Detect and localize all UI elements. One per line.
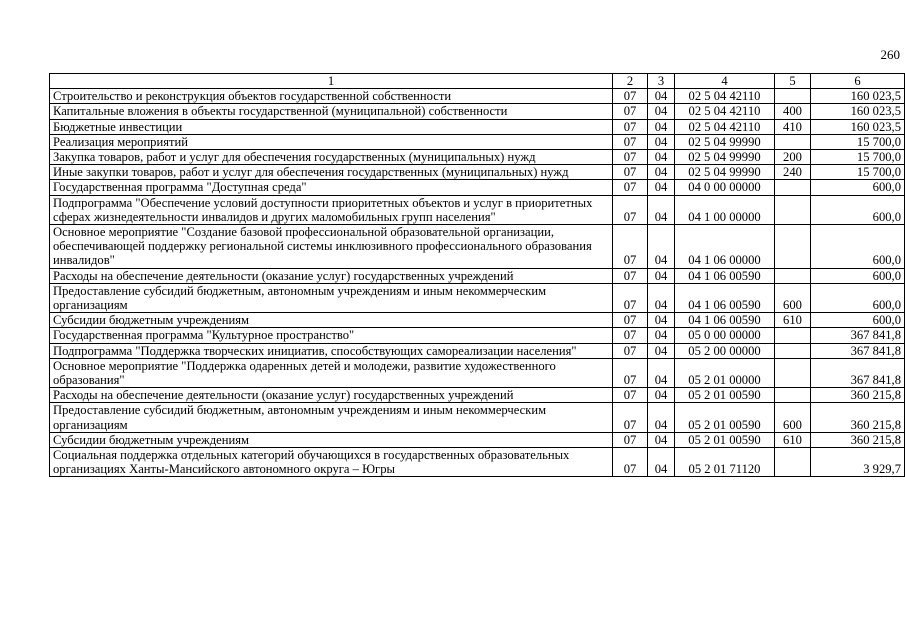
table-row bbox=[50, 358, 905, 387]
row-section-cell: 07 bbox=[613, 165, 648, 180]
row-section-cell: 07 bbox=[613, 388, 648, 403]
row-expense-type-cell: 600 bbox=[775, 403, 811, 432]
row-section-cell: 07 bbox=[613, 180, 648, 195]
row-subsection-cell: 04 bbox=[648, 89, 675, 104]
row-target-code-cell: 05 2 01 00590 bbox=[675, 403, 775, 432]
row-expense-type-cell bbox=[775, 343, 811, 358]
row-expense-type-cell: 600 bbox=[775, 283, 811, 312]
row-target-code-cell: 02 5 04 42110 bbox=[675, 119, 775, 134]
row-subsection-cell: 04 bbox=[648, 225, 675, 269]
row-target-code-cell: 04 1 06 00590 bbox=[675, 313, 775, 328]
row-name-cell: Закупка товаров, работ и услуг для обеспечения государственных (муниципальных) нужд bbox=[50, 150, 613, 165]
row-target-code-cell: 04 0 00 00000 bbox=[675, 180, 775, 195]
row-name-cell: Предоставление субсидий бюджетным, автономным учреждениям и иным некоммерческим организациям bbox=[50, 403, 613, 432]
row-target-code-cell: 02 5 04 99990 bbox=[675, 150, 775, 165]
row-target-code-cell: 02 5 04 42110 bbox=[675, 104, 775, 119]
row-target-code-cell: 05 2 00 00000 bbox=[675, 343, 775, 358]
row-name-cell: Основное мероприятие "Создание базовой профессиональной образовательной организации, обеспечивающей поддержку региональной системы инклюзивного профессионального образования инвалидов" bbox=[50, 225, 613, 269]
table-row bbox=[50, 195, 905, 224]
header-cell-1: 1 bbox=[50, 74, 613, 89]
page-number: 260 bbox=[880, 47, 900, 62]
table-row bbox=[50, 104, 905, 119]
budget-table bbox=[49, 73, 905, 477]
row-target-code-cell: 02 5 04 99990 bbox=[675, 134, 775, 149]
row-amount-cell: 15 700,0 bbox=[811, 165, 905, 180]
row-expense-type-cell: 200 bbox=[775, 150, 811, 165]
table-row bbox=[50, 89, 905, 104]
table-row bbox=[50, 283, 905, 312]
table-row bbox=[50, 268, 905, 283]
row-name-cell: Бюджетные инвестиции bbox=[50, 119, 613, 134]
row-target-code-cell: 05 2 01 00000 bbox=[675, 358, 775, 387]
row-target-code-cell: 05 0 00 00000 bbox=[675, 328, 775, 343]
row-subsection-cell: 04 bbox=[648, 180, 675, 195]
row-subsection-cell: 04 bbox=[648, 195, 675, 224]
table-row bbox=[50, 225, 905, 269]
row-section-cell: 07 bbox=[613, 104, 648, 119]
table-row bbox=[50, 150, 905, 165]
row-section-cell: 07 bbox=[613, 448, 648, 477]
row-expense-type-cell: 410 bbox=[775, 119, 811, 134]
row-amount-cell: 367 841,8 bbox=[811, 358, 905, 387]
header-cell-2: 2 bbox=[613, 74, 648, 89]
header-cell-5: 5 bbox=[775, 74, 811, 89]
row-name-cell: Реализация мероприятий bbox=[50, 134, 613, 149]
row-section-cell: 07 bbox=[613, 134, 648, 149]
row-section-cell: 07 bbox=[613, 268, 648, 283]
row-subsection-cell: 04 bbox=[648, 448, 675, 477]
header-cell-3: 3 bbox=[648, 74, 675, 89]
row-name-cell: Субсидии бюджетным учреждениям bbox=[50, 432, 613, 447]
row-amount-cell: 360 215,8 bbox=[811, 432, 905, 447]
row-subsection-cell: 04 bbox=[648, 403, 675, 432]
row-section-cell: 07 bbox=[613, 150, 648, 165]
header-cell-6: 6 bbox=[811, 74, 905, 89]
table-row bbox=[50, 432, 905, 447]
table-row bbox=[50, 403, 905, 432]
row-section-cell: 07 bbox=[613, 283, 648, 312]
row-section-cell: 07 bbox=[613, 328, 648, 343]
row-expense-type-cell bbox=[775, 195, 811, 224]
row-name-cell: Социальная поддержка отдельных категорий обучающихся в государственных образовательных организациях Ханты-Мансийского автономного округа – Югры bbox=[50, 448, 613, 477]
row-subsection-cell: 04 bbox=[648, 432, 675, 447]
row-section-cell: 07 bbox=[613, 89, 648, 104]
row-amount-cell: 160 023,5 bbox=[811, 119, 905, 134]
table-row bbox=[50, 313, 905, 328]
row-name-cell: Предоставление субсидий бюджетным, автономным учреждениям и иным некоммерческим организациям bbox=[50, 283, 613, 312]
row-subsection-cell: 04 bbox=[648, 343, 675, 358]
row-name-cell: Государственная программа "Доступная среда" bbox=[50, 180, 613, 195]
row-amount-cell: 160 023,5 bbox=[811, 89, 905, 104]
row-expense-type-cell bbox=[775, 134, 811, 149]
table-row bbox=[50, 328, 905, 343]
row-name-cell: Расходы на обеспечение деятельности (оказание услуг) государственных учреждений bbox=[50, 268, 613, 283]
row-name-cell: Строительство и реконструкция объектов государственной собственности bbox=[50, 89, 613, 104]
row-target-code-cell: 04 1 06 00590 bbox=[675, 268, 775, 283]
row-subsection-cell: 04 bbox=[648, 165, 675, 180]
row-amount-cell: 600,0 bbox=[811, 283, 905, 312]
row-section-cell: 07 bbox=[613, 343, 648, 358]
row-name-cell: Основное мероприятие "Поддержка одаренных детей и молодежи, развитие художественного образования" bbox=[50, 358, 613, 387]
header-cell-4: 4 bbox=[675, 74, 775, 89]
row-amount-cell: 600,0 bbox=[811, 313, 905, 328]
row-target-code-cell: 04 1 06 00000 bbox=[675, 225, 775, 269]
row-section-cell: 07 bbox=[613, 195, 648, 224]
row-section-cell: 07 bbox=[613, 403, 648, 432]
table-row bbox=[50, 180, 905, 195]
row-target-code-cell: 05 2 01 00590 bbox=[675, 388, 775, 403]
row-expense-type-cell bbox=[775, 89, 811, 104]
row-amount-cell: 600,0 bbox=[811, 195, 905, 224]
row-name-cell: Расходы на обеспечение деятельности (оказание услуг) государственных учреждений bbox=[50, 388, 613, 403]
row-subsection-cell: 04 bbox=[648, 283, 675, 312]
row-expense-type-cell bbox=[775, 388, 811, 403]
row-amount-cell: 15 700,0 bbox=[811, 150, 905, 165]
row-name-cell: Подпрограмма "Обеспечение условий доступности приоритетных объектов и услуг в приоритетных сферах жизнедеятельности инвалидов и других маломобильных групп населения" bbox=[50, 195, 613, 224]
row-name-cell: Государственная программа "Культурное пространство" bbox=[50, 328, 613, 343]
row-expense-type-cell bbox=[775, 225, 811, 269]
row-expense-type-cell: 610 bbox=[775, 313, 811, 328]
row-target-code-cell: 04 1 00 00000 bbox=[675, 195, 775, 224]
row-subsection-cell: 04 bbox=[648, 388, 675, 403]
table-row bbox=[50, 448, 905, 477]
row-section-cell: 07 bbox=[613, 432, 648, 447]
row-expense-type-cell bbox=[775, 448, 811, 477]
row-amount-cell: 3 929,7 bbox=[811, 448, 905, 477]
row-expense-type-cell bbox=[775, 268, 811, 283]
table-row bbox=[50, 165, 905, 180]
table-row bbox=[50, 388, 905, 403]
table-header-row bbox=[50, 74, 905, 89]
row-section-cell: 07 bbox=[613, 225, 648, 269]
row-name-cell: Подпрограмма "Поддержка творческих инициатив, способствующих самореализации населения" bbox=[50, 343, 613, 358]
row-amount-cell: 367 841,8 bbox=[811, 343, 905, 358]
row-subsection-cell: 04 bbox=[648, 328, 675, 343]
row-amount-cell: 15 700,0 bbox=[811, 134, 905, 149]
row-subsection-cell: 04 bbox=[648, 150, 675, 165]
row-expense-type-cell: 610 bbox=[775, 432, 811, 447]
table-row bbox=[50, 119, 905, 134]
row-target-code-cell: 05 2 01 71120 bbox=[675, 448, 775, 477]
row-name-cell: Иные закупки товаров, работ и услуг для обеспечения государственных (муниципальных) нужд bbox=[50, 165, 613, 180]
row-amount-cell: 600,0 bbox=[811, 180, 905, 195]
row-expense-type-cell bbox=[775, 328, 811, 343]
row-amount-cell: 360 215,8 bbox=[811, 403, 905, 432]
row-subsection-cell: 04 bbox=[648, 134, 675, 149]
row-subsection-cell: 04 bbox=[648, 358, 675, 387]
row-expense-type-cell: 240 bbox=[775, 165, 811, 180]
row-subsection-cell: 04 bbox=[648, 268, 675, 283]
row-name-cell: Капитальные вложения в объекты государственной (муниципальной) собственности bbox=[50, 104, 613, 119]
row-target-code-cell: 05 2 01 00590 bbox=[675, 432, 775, 447]
row-subsection-cell: 04 bbox=[648, 119, 675, 134]
row-expense-type-cell bbox=[775, 180, 811, 195]
row-section-cell: 07 bbox=[613, 119, 648, 134]
table-row bbox=[50, 343, 905, 358]
table-body bbox=[50, 74, 905, 477]
row-expense-type-cell: 400 bbox=[775, 104, 811, 119]
row-target-code-cell: 04 1 06 00590 bbox=[675, 283, 775, 312]
row-section-cell: 07 bbox=[613, 313, 648, 328]
row-amount-cell: 600,0 bbox=[811, 268, 905, 283]
row-amount-cell: 360 215,8 bbox=[811, 388, 905, 403]
table-row bbox=[50, 134, 905, 149]
row-amount-cell: 600,0 bbox=[811, 225, 905, 269]
row-subsection-cell: 04 bbox=[648, 313, 675, 328]
row-section-cell: 07 bbox=[613, 358, 648, 387]
row-target-code-cell: 02 5 04 99990 bbox=[675, 165, 775, 180]
row-target-code-cell: 02 5 04 42110 bbox=[675, 89, 775, 104]
row-amount-cell: 367 841,8 bbox=[811, 328, 905, 343]
row-subsection-cell: 04 bbox=[648, 104, 675, 119]
row-amount-cell: 160 023,5 bbox=[811, 104, 905, 119]
row-expense-type-cell bbox=[775, 358, 811, 387]
row-name-cell: Субсидии бюджетным учреждениям bbox=[50, 313, 613, 328]
